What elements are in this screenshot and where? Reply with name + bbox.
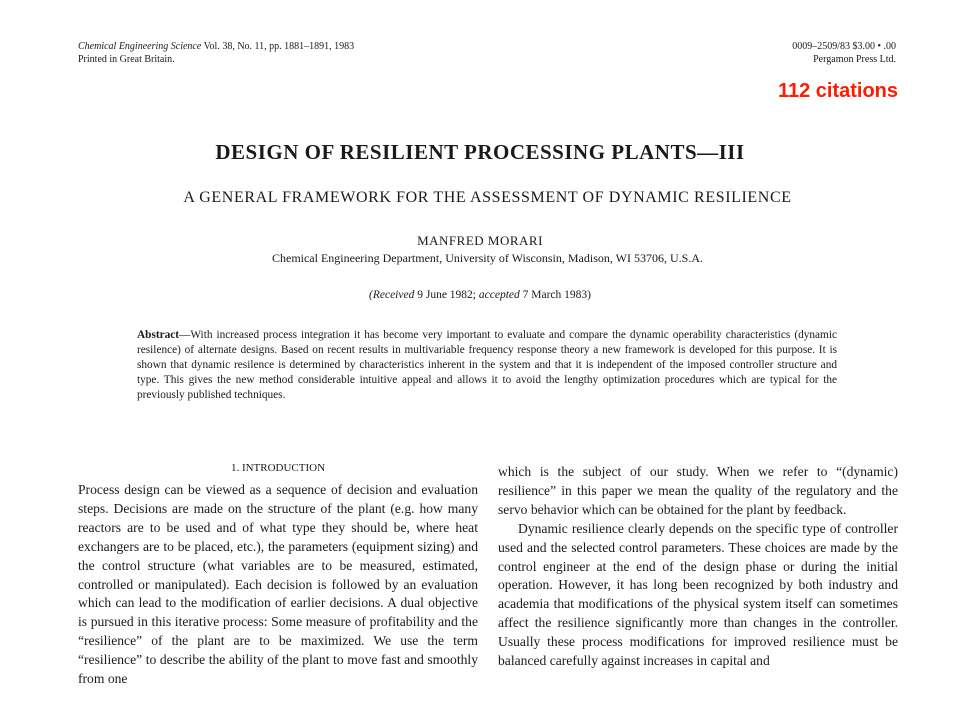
author-affiliation: Chemical Engineering Department, University of Wisconsin, Madison, WI 53706, U.S.A. bbox=[271, 251, 703, 265]
abstract bbox=[137, 328, 837, 403]
volume-info: Vol. 38, No. 11, pp. 1881–1891, 1983 bbox=[201, 41, 355, 52]
citation-count: 112 citations bbox=[777, 80, 898, 102]
accepted-date: 7 March 1983) bbox=[519, 289, 591, 301]
right-paragraph-2: Dynamic resilience clearly depends on the specific type of controller used and the selected control parameters. These choices are made by the control engineer at the end of the design phase or during the initial operation. However, it has long been recognized by both industry and academia that modifications of the physical system itself can sometimes affect the resilience significantly more than changes in the controller. Usually these process modifications for improved resilience must be balanced carefully against increases in capital and bbox=[498, 520, 898, 669]
printed-in: Printed in Great Britain. bbox=[78, 54, 175, 65]
journal-header bbox=[78, 40, 354, 66]
journal-citation-line bbox=[78, 40, 354, 53]
author-name: MANFRED MORARI bbox=[417, 233, 543, 248]
received-date: 9 June 1982; bbox=[414, 289, 479, 301]
right-column bbox=[498, 463, 898, 671]
publisher-header bbox=[792, 40, 896, 66]
price-code: 0009–2509/83 $3.00 • .00 bbox=[792, 41, 896, 52]
right-paragraph-1: which is the subject of our study. When we refer to “(dynamic) resilience” in this paper we mean the quality of the regulatory and the servo behavior which can be obtained for the plant by feedback. bbox=[498, 464, 898, 517]
intro-paragraph: Process design can be viewed as a sequence of decision and evaluation steps. Decisions are made on the structure of the plant (e.g. how many reactors are to be used and of what type they should be, where heat exchangers are to be placed, etc.), the parameters (equipment sizing) and the control structure (what variables are to be measured, estimated, controlled or manipulated). Each decision is followed by an evaluation which can lead to the modification of earlier decisions. A dual objective is pursued in this iterative process: Some measure of profitability and the “resilience” of the plant are to be maximized. We use the term “resilience” to describe the ability of the plant to move fast and smoothly from one bbox=[78, 482, 478, 687]
left-column bbox=[78, 481, 478, 689]
received-label: (Received bbox=[369, 289, 415, 301]
paper-subtitle: A GENERAL FRAMEWORK FOR THE ASSESSMENT OF DYNAMIC RESILIENCE bbox=[183, 189, 792, 206]
accepted-label: accepted bbox=[478, 289, 520, 301]
publisher: Pergamon Press Ltd. bbox=[813, 54, 896, 65]
abstract-text: —With increased process integration it has become very important to evaluate and compare the dynamic operability characteristics (dynamic resilence) of alternate designs. Based on recent results in multivariable frequency response theory a new framework is developed for this purpose. It is shown that dynamic resilence is determined by characteristics inherent in the system and that it is independent of the imposed controller structure and type. This gives the new method considerable intuitive appeal and allows it to avoid the lengthy optimization procedures which are typical for the previously published techniques. bbox=[137, 329, 837, 401]
received-dates bbox=[0, 289, 960, 301]
journal-name: Chemical Engineering Science bbox=[78, 41, 202, 52]
section-heading: 1. INTRODUCTION bbox=[230, 462, 326, 474]
abstract-heading: Abstract bbox=[137, 329, 180, 341]
paper-title: DESIGN OF RESILIENT PROCESSING PLANTS—III bbox=[215, 140, 745, 164]
